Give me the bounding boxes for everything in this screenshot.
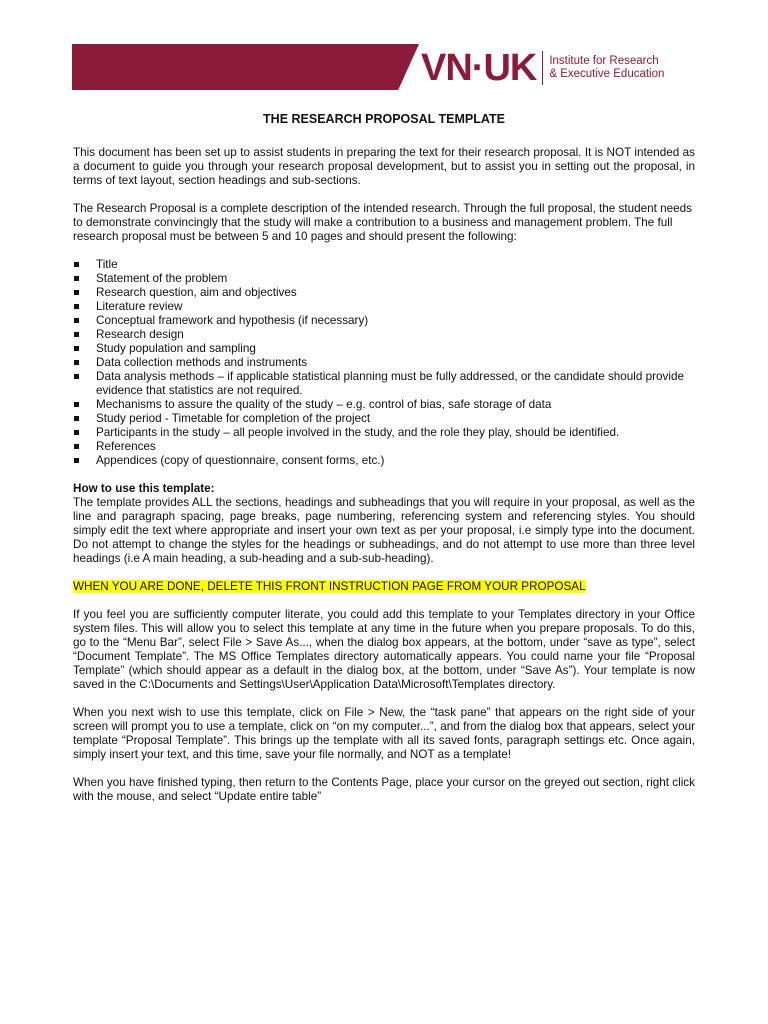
logo-mark: VN·UK <box>421 47 537 89</box>
list-item: Data analysis methods – if applicable statistical planning must be fully addressed, or the candidate should provide evidence that statistics are not required. <box>73 370 695 398</box>
document-title: THE RESEARCH PROPOSAL TEMPLATE <box>263 112 505 126</box>
list-item: Study period - Timetable for completion of the project <box>73 412 695 426</box>
logo <box>421 48 664 88</box>
list-item: Data collection methods and instruments <box>73 356 695 370</box>
list-item: Participants in the study – all people involved in the study, and the role they play, should be identified. <box>73 426 695 440</box>
header-banner <box>72 44 419 90</box>
document-body <box>73 112 695 818</box>
list-item: Research question, aim and objectives <box>73 286 695 300</box>
logo-text <box>549 55 664 81</box>
intro-paragraph: This document has been set up to assist students in preparing the text for their research proposal. It is NOT intended as a document to guide you through your research proposal development, but to assist you in setting out the proposal, in terms of text layout, section headings and sub-sections. <box>73 146 695 187</box>
logo-line-2: & Executive Education <box>549 68 665 80</box>
list-item: Research design <box>73 328 695 342</box>
logo-line-1: Institute for Research <box>549 55 659 67</box>
list-item: Literature review <box>73 300 695 314</box>
list-item: Mechanisms to assure the quality of the study – e.g. control of bias, safe storage of data <box>73 398 695 412</box>
list-item: Title <box>73 258 695 272</box>
highlight-notice: WHEN YOU ARE DONE, DELETE THIS FRONT INSTRUCTION PAGE FROM YOUR PROPOSAL <box>73 580 586 593</box>
list-item: Statement of the problem <box>73 272 695 286</box>
list-item: Appendices (copy of questionnaire, consent forms, etc.) <box>73 454 695 468</box>
list-item: Study population and sampling <box>73 342 695 356</box>
proposal-paragraph: The Research Proposal is a complete description of the intended research. Through the full proposal, the student needs to demonstrate convincingly that the study will make a contribution to a business and management problem. The full research proposal must be between 5 and 10 pages and should present the following: <box>73 202 692 243</box>
how-to-use-paragraph: The template provides ALL the sections, headings and subheadings that you will require in your proposal, as well as the line and paragraph spacing, page breaks, page numbering, referencing system and referencing styles. You should simply edit the text where appropriate and insert your own text as per your proposal, i.e simply type into the document. Do not attempt to change the styles for the headings or subheadings, and do not attempt to use more than three level headings (i.e A main heading, a sub-heading and a sub-sub-heading). <box>73 496 695 565</box>
how-to-use-heading: How to use this template: <box>73 482 215 495</box>
finish-paragraph: When you have finished typing, then return to the Contents Page, place your cursor on the greyed out section, right click with the mouse, and select “Update entire table” <box>73 776 695 803</box>
next-use-paragraph: When you next wish to use this template, click on File > New, the “task pane” that appears on the right side of your screen will prompt you to use a template, click on “on my computer...”, and from the dialog box that appears, select your template “Proposal Template”. This brings up the template with all its saved fonts, paragraph settings etc. Once again, simply insert your text, and this time, save your file normally, and NOT as a template! <box>73 706 695 761</box>
logo-divider <box>542 51 543 85</box>
list-item: References <box>73 440 695 454</box>
templates-paragraph: If you feel you are sufficiently computer literate, you could add this template to your Templates directory in your Office system files. This will allow you to select this template at any time in the future when you prepare proposals. To do this, go to the “Menu Bar”, select File > Save As..., when the dialog box appears, at the bottom, under “save as type”, select “Document Template”. The MS Office Templates directory automatically appears. You could name your file “Proposal Template” (which should appear as a default in the dialog box, at the bottom, under “Save As”). Your template is now saved in the C:\Documents and Settings\User\Application Data\Microsoft\Templates directory. <box>73 608 695 691</box>
proposal-sections-list <box>73 258 695 468</box>
list-item: Conceptual framework and hypothesis (if necessary) <box>73 314 695 328</box>
